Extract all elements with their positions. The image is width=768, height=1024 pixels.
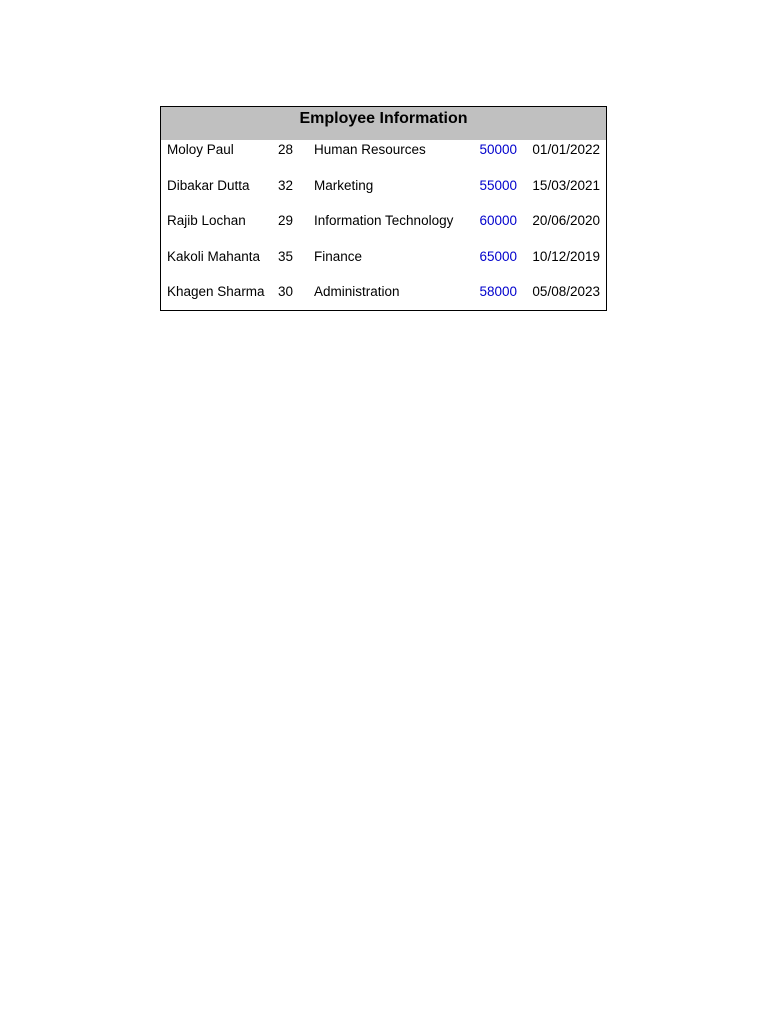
employee-salary: 65000	[479, 248, 517, 264]
table-row	[161, 176, 606, 212]
employee-name: Moloy Paul	[167, 142, 234, 157]
table-row	[161, 282, 606, 318]
employee-date: 15/03/2021	[532, 177, 600, 193]
employee-salary: 58000	[479, 284, 517, 299]
employee-date: 05/08/2023	[532, 284, 600, 299]
employee-salary: 50000	[479, 142, 517, 157]
table-row	[161, 247, 606, 283]
employee-information-table	[160, 106, 607, 311]
employee-table-body	[161, 140, 606, 318]
employee-date: 10/12/2019	[532, 248, 600, 264]
table-row	[161, 140, 606, 176]
employee-age: 32	[278, 177, 294, 193]
employee-name: Kakoli Mahanta	[167, 248, 261, 264]
employee-age: 30	[278, 284, 294, 299]
employee-age: 28	[278, 142, 294, 157]
employee-name: Dibakar Dutta	[167, 177, 250, 193]
employee-department: Human Resources	[314, 142, 426, 157]
employee-name: Rajib Lochan	[167, 213, 246, 228]
employee-date: 01/01/2022	[532, 142, 600, 157]
employee-age: 29	[278, 213, 294, 228]
employee-salary: 55000	[479, 177, 517, 193]
table-row	[161, 211, 606, 247]
table-title: Employee Information	[161, 107, 606, 140]
employee-age: 35	[278, 248, 294, 264]
employee-date: 20/06/2020	[532, 213, 600, 228]
employee-department: Finance	[314, 248, 363, 264]
employee-department: Marketing	[314, 177, 374, 193]
employee-salary: 60000	[479, 213, 517, 228]
employee-name: Khagen Sharma	[167, 284, 265, 299]
employee-department: Information Technology	[314, 213, 454, 228]
employee-department: Administration	[314, 284, 400, 299]
